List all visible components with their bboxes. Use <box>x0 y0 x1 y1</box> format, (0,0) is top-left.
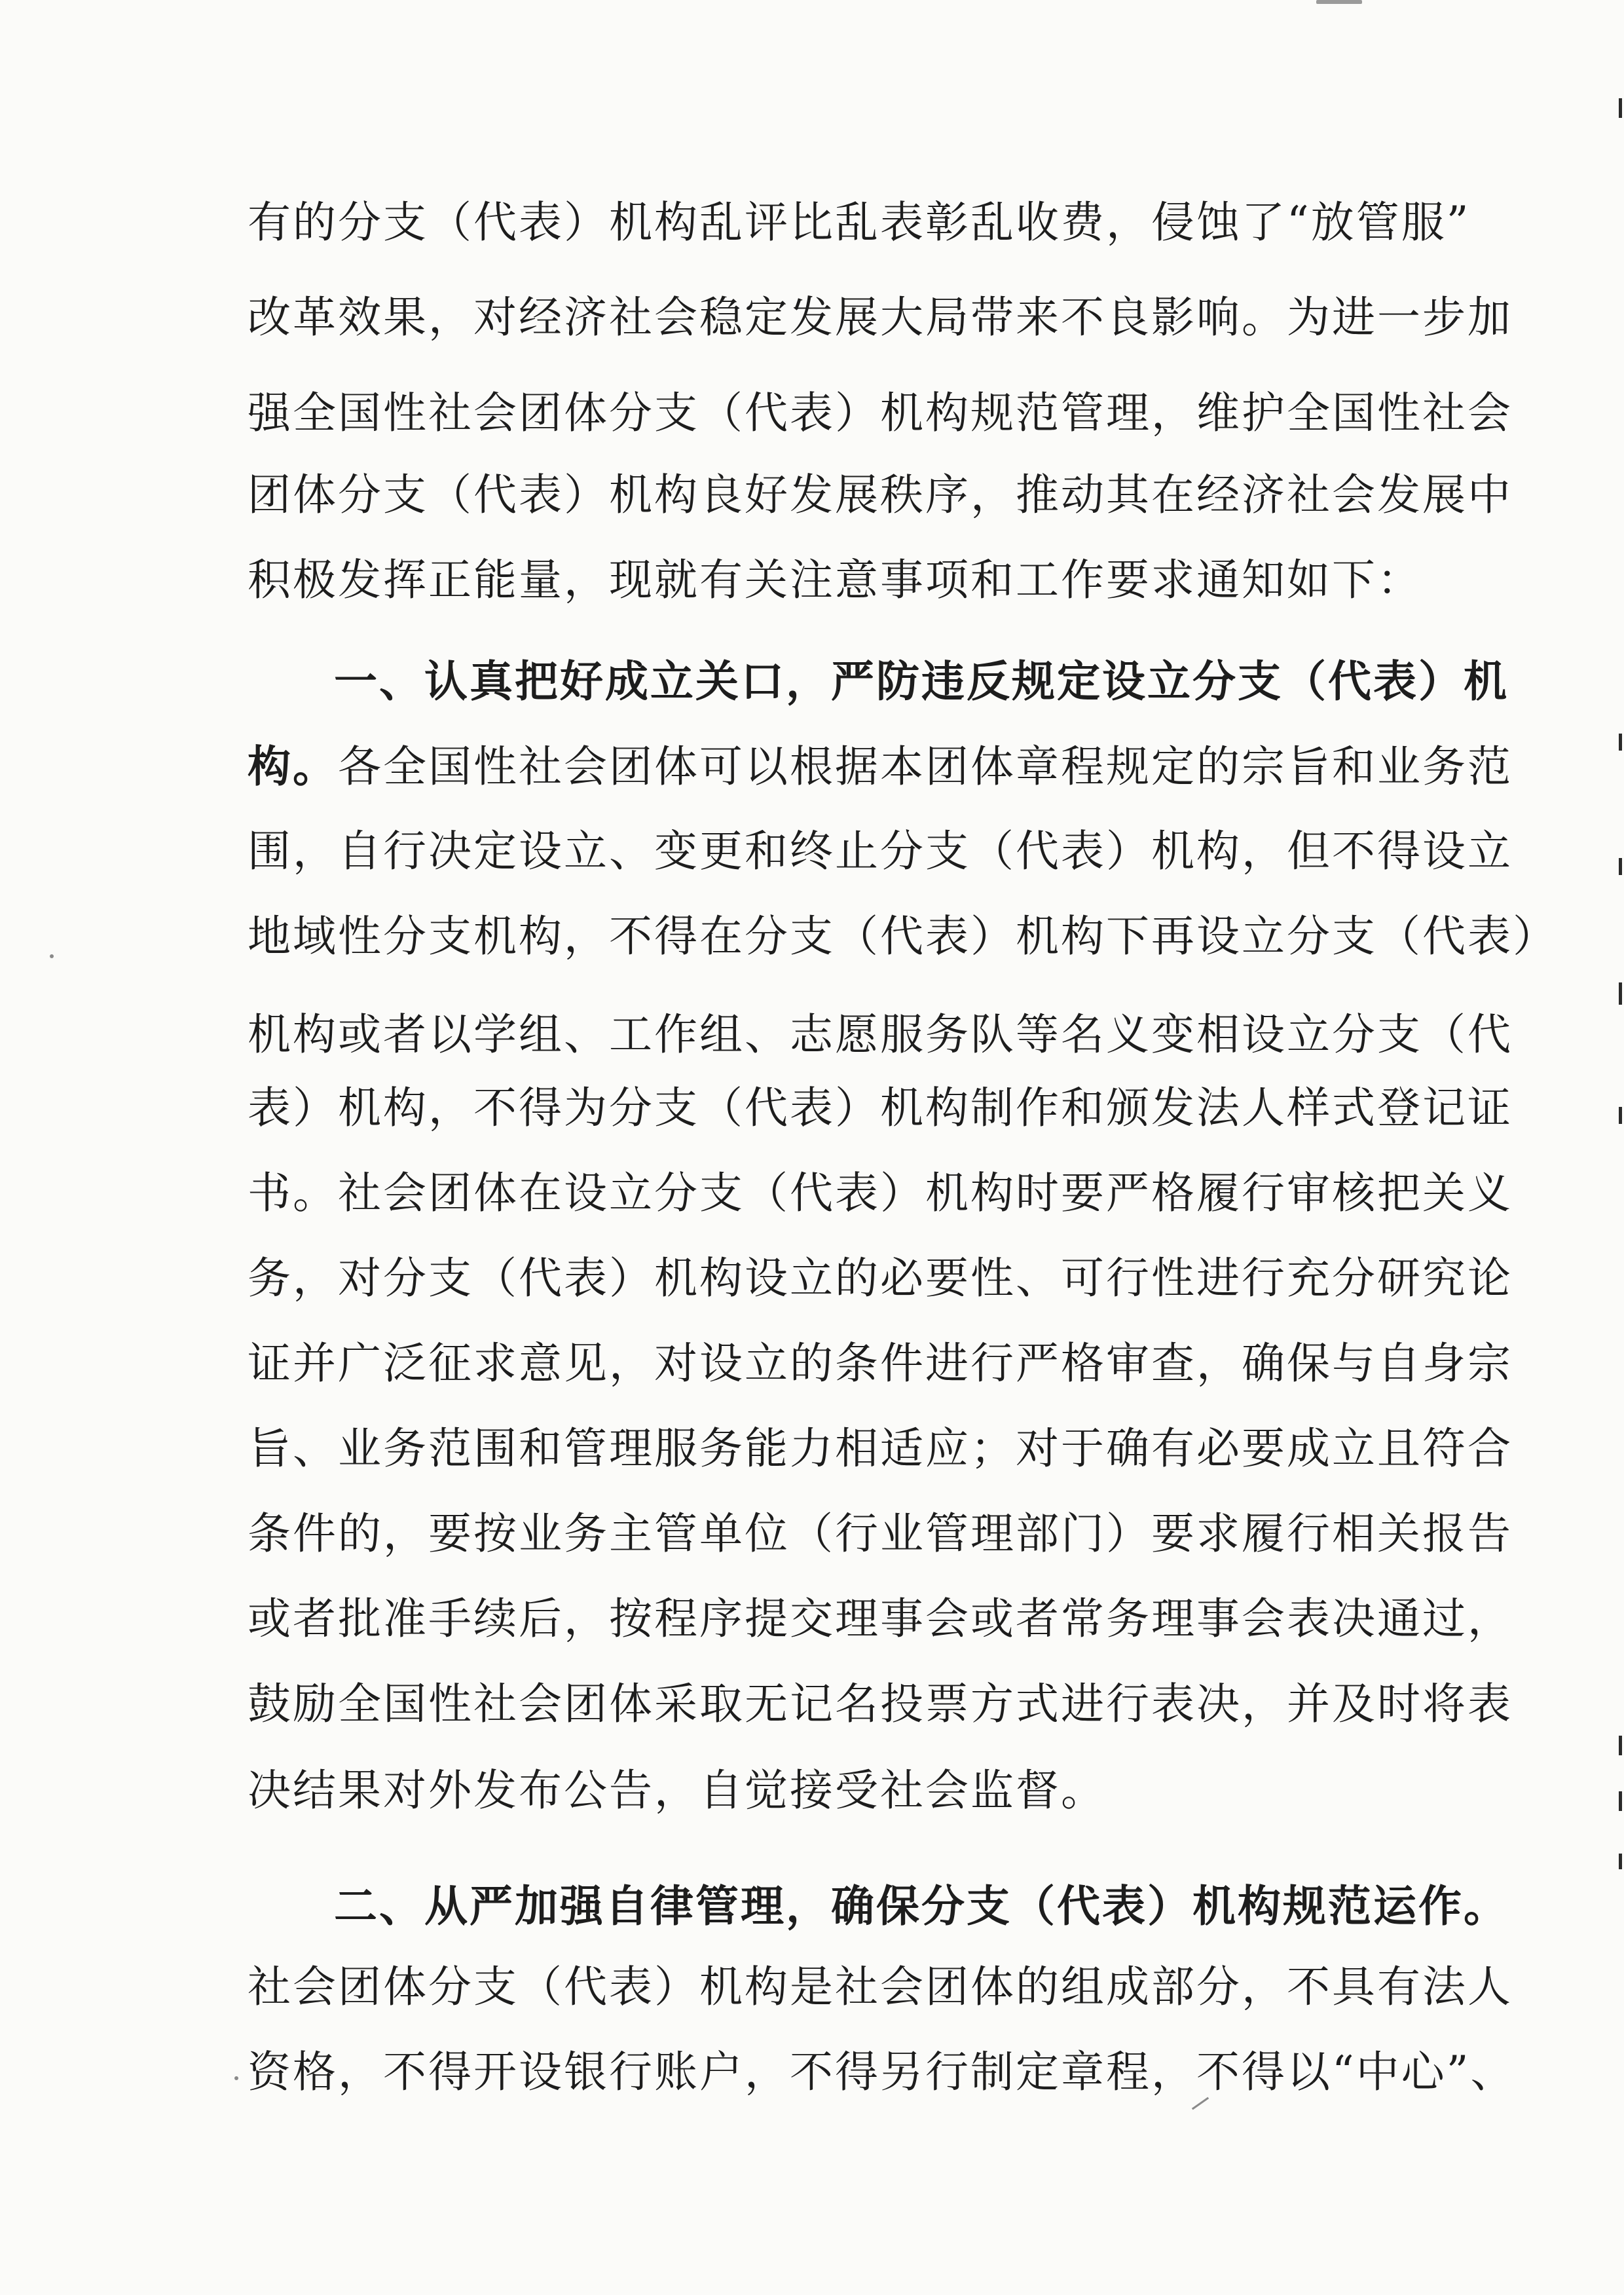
paragraph-line: 团体分支（代表）机构良好发展秩序，推动其在经济社会发展中 <box>248 470 1513 520</box>
paragraph-line: 积极发挥正能量，现就有关注意事项和工作要求通知如下： <box>248 555 1422 605</box>
paragraph-line: 条件的，要按业务主管单位（行业管理部门）要求履行相关报告 <box>248 1508 1513 1559</box>
paragraph-line: 社会团体分支（代表）机构是社会团体的组成部分，不具有法人 <box>248 1962 1513 2012</box>
scan-edge-mark <box>1619 98 1622 118</box>
paragraph-line: 决结果对外发布公告，自觉接受社会监督。 <box>248 1765 1106 1816</box>
paragraph-line: 机构或者以学组、工作组、志愿服务队等名义变相设立分支（代 <box>248 1009 1513 1060</box>
paragraph-text: 各全国性社会团体可以根据本团体章程规定的宗旨和业务范 <box>338 741 1513 792</box>
scan-edge-mark <box>1619 982 1622 1005</box>
paragraph-line: 或者批准手续后，按程序提交理事会或者常务理事会表决通过， <box>248 1594 1513 1644</box>
paragraph-line: 有的分支（代表）机构乱评比乱表彰乱收费，侵蚀了“放管服” <box>248 197 1471 248</box>
scan-edge-mark <box>1619 1736 1622 1755</box>
paragraph-line: 改革效果，对经济社会稳定发展大局带来不良影响。为进一步加 <box>248 292 1513 343</box>
paragraph-line: 旨、业务范围和管理服务能力相适应；对于确有必要成立且符合 <box>248 1423 1513 1474</box>
paragraph-line: 围，自行决定设立、变更和终止分支（代表）机构，但不得设立 <box>248 826 1513 876</box>
paragraph-line <box>248 735 1513 798</box>
paragraph-line: 表）机构，不得为分支（代表）机构制作和颁发法人样式登记证 <box>248 1083 1513 1133</box>
section-heading-2: 二、从严加强自律管理，确保分支（代表）机构规范运作。 <box>334 1880 1509 1931</box>
paragraph-line: 地域性分支机构，不得在分支（代表）机构下再设立分支（代表） <box>248 911 1558 961</box>
scan-edge-mark <box>1619 1791 1622 1811</box>
paragraph-line: 书。社会团体在设立分支（代表）机构时要严格履行审核把关义 <box>248 1168 1513 1218</box>
scan-edge-mark <box>1619 1107 1622 1124</box>
scan-speck <box>234 2076 238 2080</box>
section-heading-1: 一、认真把好成立关口，严防违反规定设立分支（代表）机 <box>334 656 1509 707</box>
scan-edge-mark <box>1619 1854 1622 1869</box>
paragraph-line: 鼓励全国性社会团体采取无记名投票方式进行表决，并及时将表 <box>248 1679 1513 1729</box>
paragraph-line: 证并广泛征求意见，对设立的条件进行严格审查，确保与自身宗 <box>248 1338 1513 1389</box>
scan-edge-mark <box>1619 734 1622 751</box>
paragraph-line: 资格，不得开设银行账户，不得另行制定章程，不得以“中心”、 <box>248 2047 1516 2097</box>
page-number-mark <box>1316 0 1362 4</box>
paragraph-line: 强全国性社会团体分支（代表）机构规范管理，维护全国性社会 <box>248 388 1513 438</box>
paragraph-line: 务，对分支（代表）机构设立的必要性、可行性进行充分研究论 <box>248 1253 1513 1303</box>
scan-edge-mark <box>1619 858 1622 875</box>
section-heading-1-end: 构。 <box>248 741 338 792</box>
scan-speck <box>50 954 54 958</box>
